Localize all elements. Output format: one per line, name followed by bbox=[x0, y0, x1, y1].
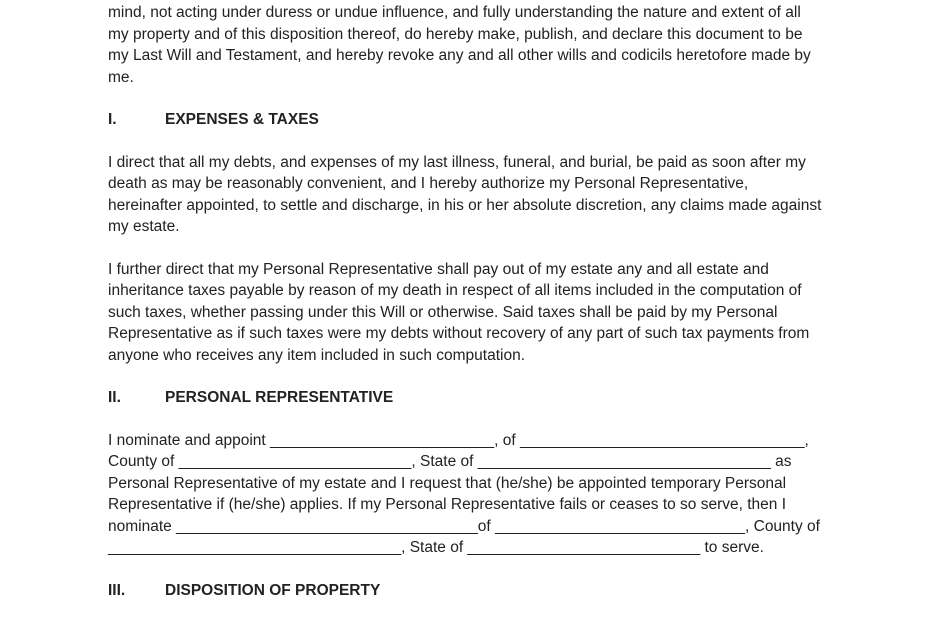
section-title: EXPENSES & TAXES bbox=[165, 111, 319, 128]
section-heading-expenses-taxes bbox=[108, 109, 822, 131]
section-heading-disposition-of-property bbox=[108, 580, 822, 602]
intro-paragraph: mind, not acting under duress or undue influence, and fully understanding the nature and extent of all my property and of this disposition thereof, do hereby make, publish, and declare this document to be my Last Will and Testament, and hereby revoke any and all other wills and codicils heretofore made by me. bbox=[108, 4, 811, 86]
section-numeral: II. bbox=[108, 389, 121, 406]
section-numeral: III. bbox=[108, 581, 126, 599]
section-title: DISPOSITION OF PROPERTY bbox=[165, 581, 381, 599]
section-title: PERSONAL REPRESENTATIVE bbox=[165, 389, 394, 406]
section-heading-personal-representative bbox=[108, 387, 822, 409]
expenses-taxes-paragraph-1: I direct that all my debts, and expenses of my last illness, funeral, and burial, be paid as soon after my death as may be reasonably convenient, and I hereby authorize my Personal Representative, hereinafter appointed, to settle and discharge, in his or her absolute discretion, any claims made against my estate. bbox=[108, 153, 822, 235]
section-numeral: I. bbox=[108, 111, 117, 128]
personal-representative-paragraph: I nominate and appoint __________________________, of _________________________________, County of ___________________________, State of __________________________________ as Personal Representative of my estate and I request that (he/she) be appointed temporary Personal Representative if (he/she) applies. If my Personal Representative fails or ceases to so serve, then I nominate ___________________________________of _____________________________, County of __________________________________, State of ___________________________ to serve. bbox=[108, 431, 820, 556]
expenses-taxes-paragraph-2: I further direct that my Personal Representative shall pay out of my estate any and all estate and inheritance taxes payable by reason of my death in respect of all items included in the computation of such taxes, whether passing under this Will or otherwise. Said taxes shall be paid by my Personal Representative as if such taxes were my debts without recovery of any part of such tax payments from anyone who receives any item included in such computation. bbox=[108, 260, 810, 364]
